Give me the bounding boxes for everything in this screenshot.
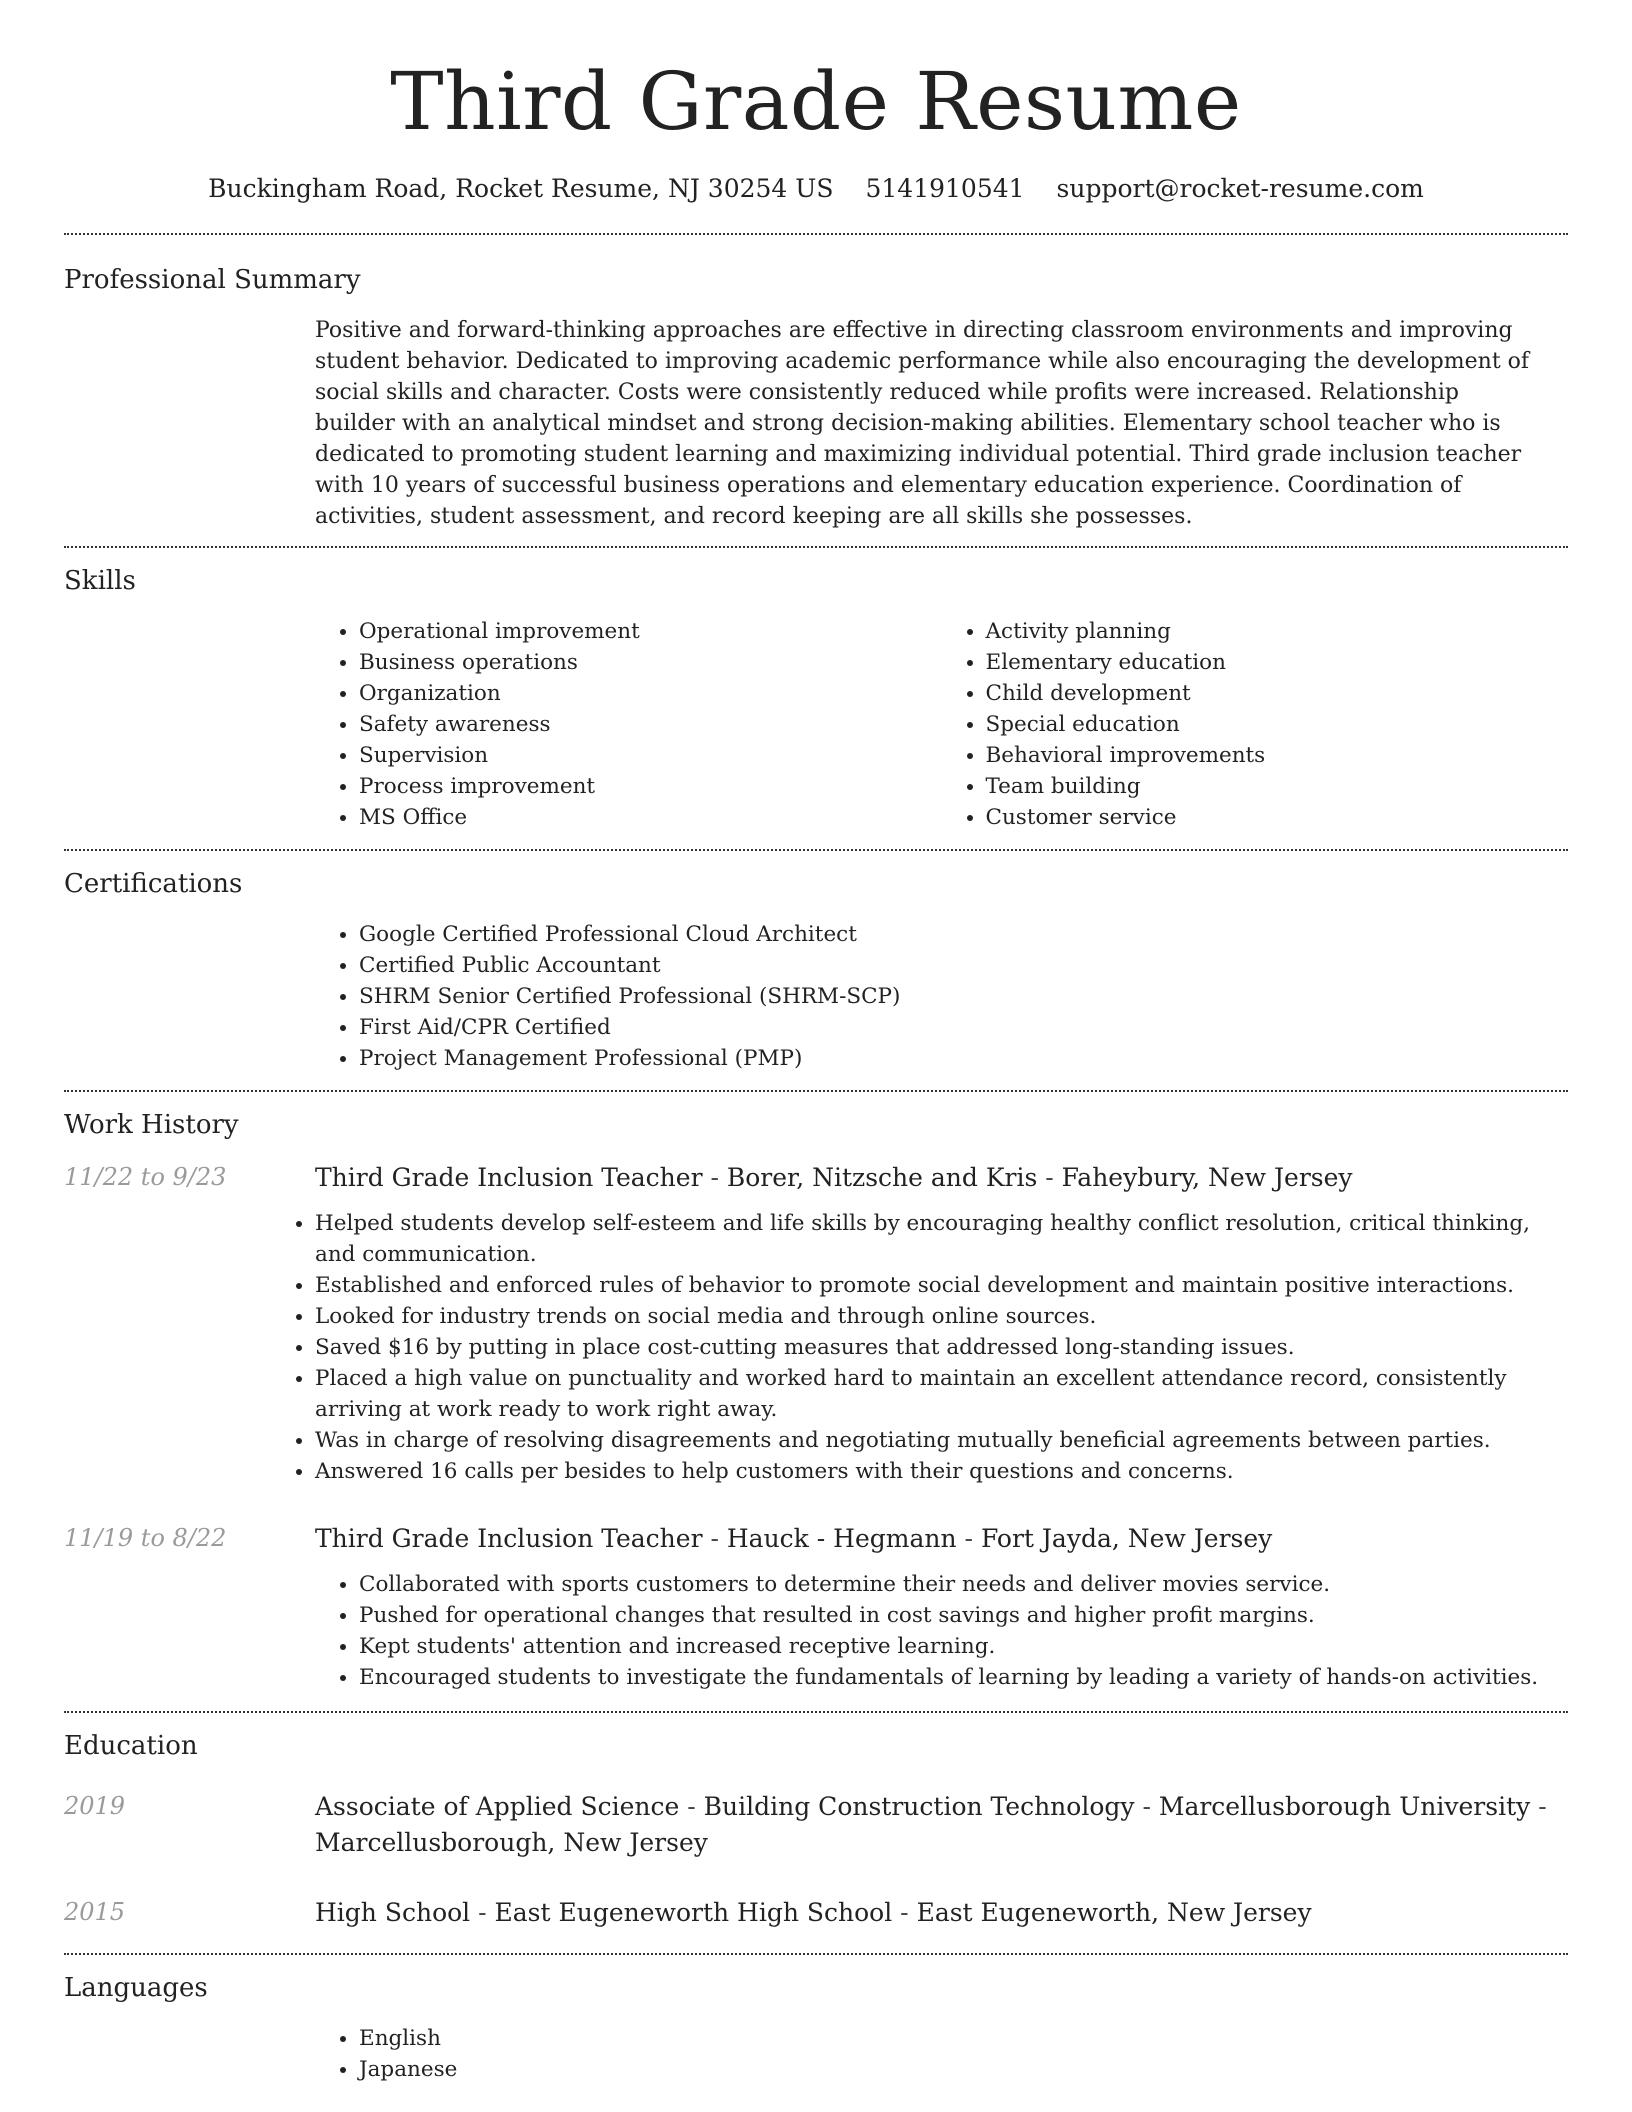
skill-item: • Supervision <box>359 740 942 771</box>
skill-item: • Business operations <box>359 647 942 678</box>
contact-address: Buckingham Road, Rocket Resume, NJ 30254 US <box>208 174 834 203</box>
education-entry <box>64 1763 1568 1861</box>
section-title-certifications: Certifications <box>64 869 243 899</box>
contact-info <box>64 174 1568 203</box>
job-bullet: • Pushed for operational changes that resulted in cost savings and higher profit margins. <box>359 1600 1548 1631</box>
job-bullet: • Collaborated with sports customers to determine their needs and deliver movies service. <box>359 1569 1548 1600</box>
language-item: • English <box>359 2023 1568 2054</box>
education-date: 2019 <box>64 1792 126 1820</box>
certification-item: • SHRM Senior Certified Professional (SHRM-SCP) <box>359 981 1568 1012</box>
skill-item: • Process improvement <box>359 771 942 802</box>
skills-columns <box>315 598 1568 849</box>
skill-item: • MS Office <box>359 802 942 833</box>
job-content <box>315 1521 1568 1693</box>
job-company: Hauck - Hegmann <box>726 1524 957 1553</box>
section-title-summary: Professional Summary <box>64 265 361 295</box>
education-section <box>64 1713 1568 1953</box>
job-bullet: • Saved $16 by putting in place cost-cutting measures that addressed long-standing issues. <box>315 1332 1548 1363</box>
job-bullet: • Helped students develop self-esteem and life skills by encouraging healthy conflict resolution, critical thinking, and communication. <box>315 1208 1548 1270</box>
contact-phone[interactable]: 5141910541 <box>865 174 1025 203</box>
certifications-section <box>64 851 1568 1090</box>
job-bullet: • Looked for industry trends on social media and through online sources. <box>315 1301 1548 1332</box>
work-section <box>64 1092 1568 1711</box>
job-bullet: • Answered 16 calls per besides to help customers with their questions and concerns. <box>315 1456 1548 1487</box>
job-role: Third Grade Inclusion Teacher <box>315 1163 703 1192</box>
skill-item: • Elementary education <box>986 647 1569 678</box>
languages-section <box>64 1955 1568 2101</box>
education-headline: High School - East Eugeneworth High School - East Eugeneworth, New Jersey <box>315 1898 1312 1927</box>
education-location: Marcellusborough, New Jersey <box>315 1828 708 1857</box>
skill-item: • Child development <box>986 678 1569 709</box>
skills-section <box>64 548 1568 849</box>
skill-item: • Behavioral improvements <box>986 740 1569 771</box>
job-company: Borer, Nitzsche and Kris <box>726 1163 1038 1192</box>
job-location: Fort Jayda, New Jersey <box>980 1524 1273 1553</box>
job-bullets <box>271 1208 1548 1487</box>
skill-item: • Team building <box>986 771 1569 802</box>
summary-section <box>64 235 1568 546</box>
job-location: Faheybury, New Jersey <box>1061 1163 1353 1192</box>
education-entry <box>64 1861 1568 1931</box>
job-bullet: • Placed a high value on punctuality and worked hard to maintain an excellent attendance record, consistently arriving at work ready to work right away. <box>315 1363 1548 1425</box>
education-degree: Associate of Applied Science <box>315 1792 680 1821</box>
job-date: 11/22 to 9/23 <box>64 1163 227 1191</box>
job-entry <box>64 1142 1568 1487</box>
job-role: Third Grade Inclusion Teacher <box>315 1524 703 1553</box>
education-content <box>315 1895 1568 1931</box>
skill-item: • Safety awareness <box>359 709 942 740</box>
certification-item: • Certified Public Accountant <box>359 950 1568 981</box>
education-school: East Eugeneworth High School <box>494 1898 893 1927</box>
education-spacer <box>64 1931 1568 1953</box>
certification-item: • Project Management Professional (PMP) <box>359 1043 1568 1074</box>
job-date: 11/19 to 8/22 <box>64 1524 227 1552</box>
languages-block <box>315 2005 1568 2101</box>
certifications-block <box>315 901 1568 1090</box>
summary-text: Positive and forward-thinking approaches are effective in directing classroom environments and improving student behavior. Dedicated to improving academic performance while also encouraging the development of social skills and character. Costs were consistently reduced while profits were increased. Relationship builder with an analytical mindset and strong decision-making abilities. Elementary school teacher who is dedicated to promoting student learning and maximizing individual potential. Third grade inclusion teacher with 10 years of successful business operations and elementary education experience. Coordination of activities, student assessment, and record keeping are all skills she possesses. <box>315 318 1530 529</box>
skills-list-left <box>315 616 942 833</box>
job-headline: Third Grade Inclusion Teacher - Borer, Nitzsche and Kris - Faheybury, New Jersey <box>315 1163 1353 1192</box>
education-field: Building Construction Technology <box>703 1792 1135 1821</box>
education-content <box>315 1789 1568 1861</box>
education-location: East Eugeneworth, New Jersey <box>916 1898 1312 1927</box>
language-item: • Japanese <box>359 2054 1568 2085</box>
certification-item: • Google Certified Professional Cloud Architect <box>359 919 1568 950</box>
education-degree: High School <box>315 1898 471 1927</box>
skill-item: • Special education <box>986 709 1569 740</box>
job-bullet: • Kept students' attention and increased receptive learning. <box>359 1631 1548 1662</box>
job-bullets <box>315 1569 1548 1693</box>
resume-header <box>64 0 1568 203</box>
certification-item: • First Aid/CPR Certified <box>359 1012 1568 1043</box>
job-content <box>315 1160 1568 1487</box>
skill-item: • Activity planning <box>986 616 1569 647</box>
education-headline: Associate of Applied Science - Building Construction Technology - Marcellusborough University - Marcellusborough, New Jersey <box>315 1792 1547 1857</box>
section-title-skills: Skills <box>64 566 136 596</box>
skills-list-right <box>942 616 1569 833</box>
skill-item: • Operational improvement <box>359 616 942 647</box>
contact-email[interactable]: support@rocket-resume.com <box>1056 174 1424 203</box>
job-headline: Third Grade Inclusion Teacher - Hauck - Hegmann - Fort Jayda, New Jersey <box>315 1524 1273 1553</box>
skill-item: • Customer service <box>986 802 1569 833</box>
certifications-list <box>315 919 1568 1074</box>
job-entry <box>64 1487 1568 1711</box>
job-bullet: • Established and enforced rules of behavior to promote social development and maintain positive interactions. <box>315 1270 1548 1301</box>
education-school: Marcellusborough University <box>1158 1792 1531 1821</box>
candidate-name: Third Grade Resume <box>390 55 1242 148</box>
section-title-work: Work History <box>64 1110 239 1140</box>
languages-list <box>315 2023 1568 2085</box>
education-date: 2015 <box>64 1898 126 1926</box>
skill-item: • Organization <box>359 678 942 709</box>
section-title-languages: Languages <box>64 1973 208 2003</box>
job-bullet: • Was in charge of resolving disagreements and negotiating mutually beneficial agreements between parties. <box>315 1425 1548 1456</box>
section-title-education: Education <box>64 1731 198 1761</box>
job-bullet: • Encouraged students to investigate the fundamentals of learning by leading a variety of hands-on activities. <box>359 1662 1548 1693</box>
